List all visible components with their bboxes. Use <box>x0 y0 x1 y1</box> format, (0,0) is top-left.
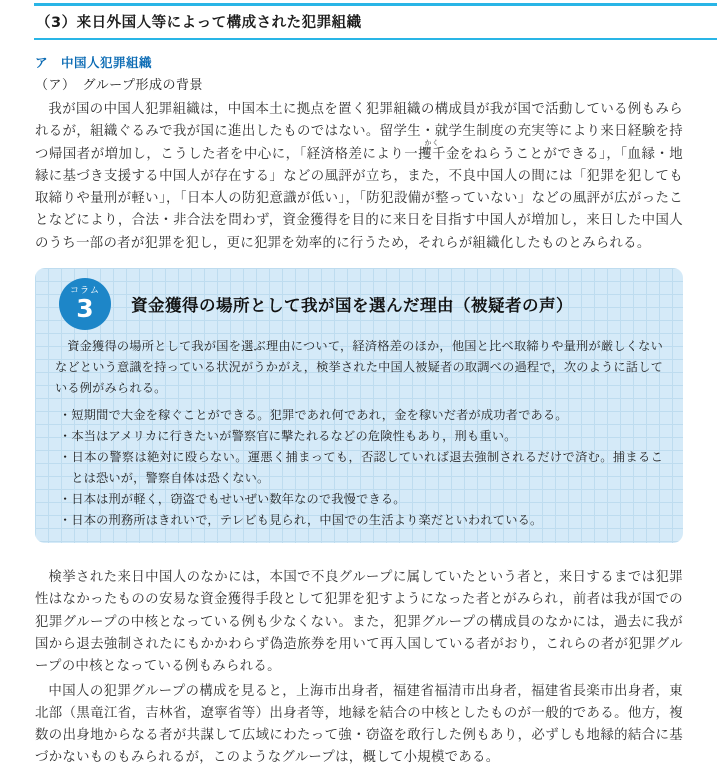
column-box <box>35 268 683 543</box>
para1-text-post: 千金をねらうことができる」，「血縁・地縁に基づき支援する中国人が存在する」などの風評が立ち，また，不良中国人の間には「犯罪を犯しても取締りや量刑が軽い」，「日本人の防犯意識が低い」，「防犯設備が整っていない」などの風評が広がったことなどにより，合法・非合法を問わず，資金獲得を目的に来日を目指す中国人が増加し，来日した中国人のうち一部の者が犯罪を犯し，更に犯罪を効率的に行うため，それらが組織化したものとみられる。 <box>35 146 683 251</box>
column-bullet-4: ・日本は刑が軽く，窃盗でもせいぜい数年なので我慢できる。 <box>59 492 406 507</box>
column-bullet-3: ・日本の警察は絶対に殴らない。運悪く捕まっても，否認していれば退去強制されるだけで済む。捕まることは恐いが，警察自体は恐くない。 <box>59 450 663 486</box>
ruby-annotated-char <box>418 138 440 162</box>
body-paragraph-1 <box>35 99 683 255</box>
column-intro: 資金獲得の場所として我が国を選ぶ理由について，経済格差のほか，他国と比べ取締りや量刑が厳しくないなどという意識を持っている状況がうかがえ，検挙された中国人被疑者の取調べの過程で，次のように話している例がみられる。 <box>55 339 663 396</box>
body-paragraph-2: 検挙された来日中国人のなかには，本国で不良グループに属していたという者と，来日するまでは犯罪性はなかったものの安易な資金獲得手段として犯罪を犯すようになった者とがみられ，前者は我が国での犯罪グループの中核となっている例も少なくない。また，犯罪グループの構成員のなかには，過去に我が国から退去強制されたにもかかわらず偽造旅券を用いて再入国している者がおり，これらの者が犯罪グループの中核となっている例もみられる。 <box>35 570 683 675</box>
ruby-base-char: 攫 <box>418 146 433 162</box>
body-paragraph-3: 中国人の犯罪グループの構成を見ると，上海市出身者，福建省福清市出身者，福建省長楽市出身者，東北部（黒竜江省，吉林省，遼寧省等）出身者等，地縁を結合の中核としたものが一般的である。他方，複数の出身地からなる者が共謀して広域にわたって強・窃盗を敢行した例もあり，必ずしも地縁的結合に基づかないものもみられるが，このようなグループは，概して小規模である。 <box>35 683 683 766</box>
column-bullet-2: ・本当はアメリカに行きたいが警察官に撃たれるなどの危険性もあり，刑も重い。 <box>59 429 517 444</box>
section-heading: （3）来日外国人等によって構成された犯罪組織 <box>34 3 717 40</box>
column-number-badge <box>59 278 111 330</box>
column-bullet-5: ・日本の刑務所はきれいで，テレビも見られ，中国での生活より楽だといわれている。 <box>59 513 543 528</box>
column-bullet-1: ・短期間で大金を稼ぐことができる。犯罪であれ何であれ，金を稼いだ者が成功者である。 <box>59 408 568 423</box>
para1-text-pre: 我が国の中国人犯罪組織は，中国本土に拠点を置く犯罪組織の構成員が我が国で活動している例もみられるが，組織ぐるみで我が国に進出したものではない。留学生・就学生制度の充実等により来日経験を持つ帰国者が増加し，こうした者を中心に，「経済格差により一 <box>35 102 683 162</box>
subsection-heading: ア 中国人犯罪組織 <box>35 55 153 70</box>
column-bullet-list <box>59 405 663 531</box>
document-page <box>0 3 717 766</box>
column-header <box>59 278 667 330</box>
content-area <box>35 53 683 770</box>
column-badge-number: 3 <box>76 294 94 324</box>
column-badge-label: コラム <box>70 286 100 297</box>
topic-heading: （ア） グループ形成の背景 <box>35 78 203 93</box>
column-title: 資金獲得の場所として我が国を選んだ理由（被疑者の声） <box>131 296 573 316</box>
furigana-text: かく <box>424 138 440 147</box>
